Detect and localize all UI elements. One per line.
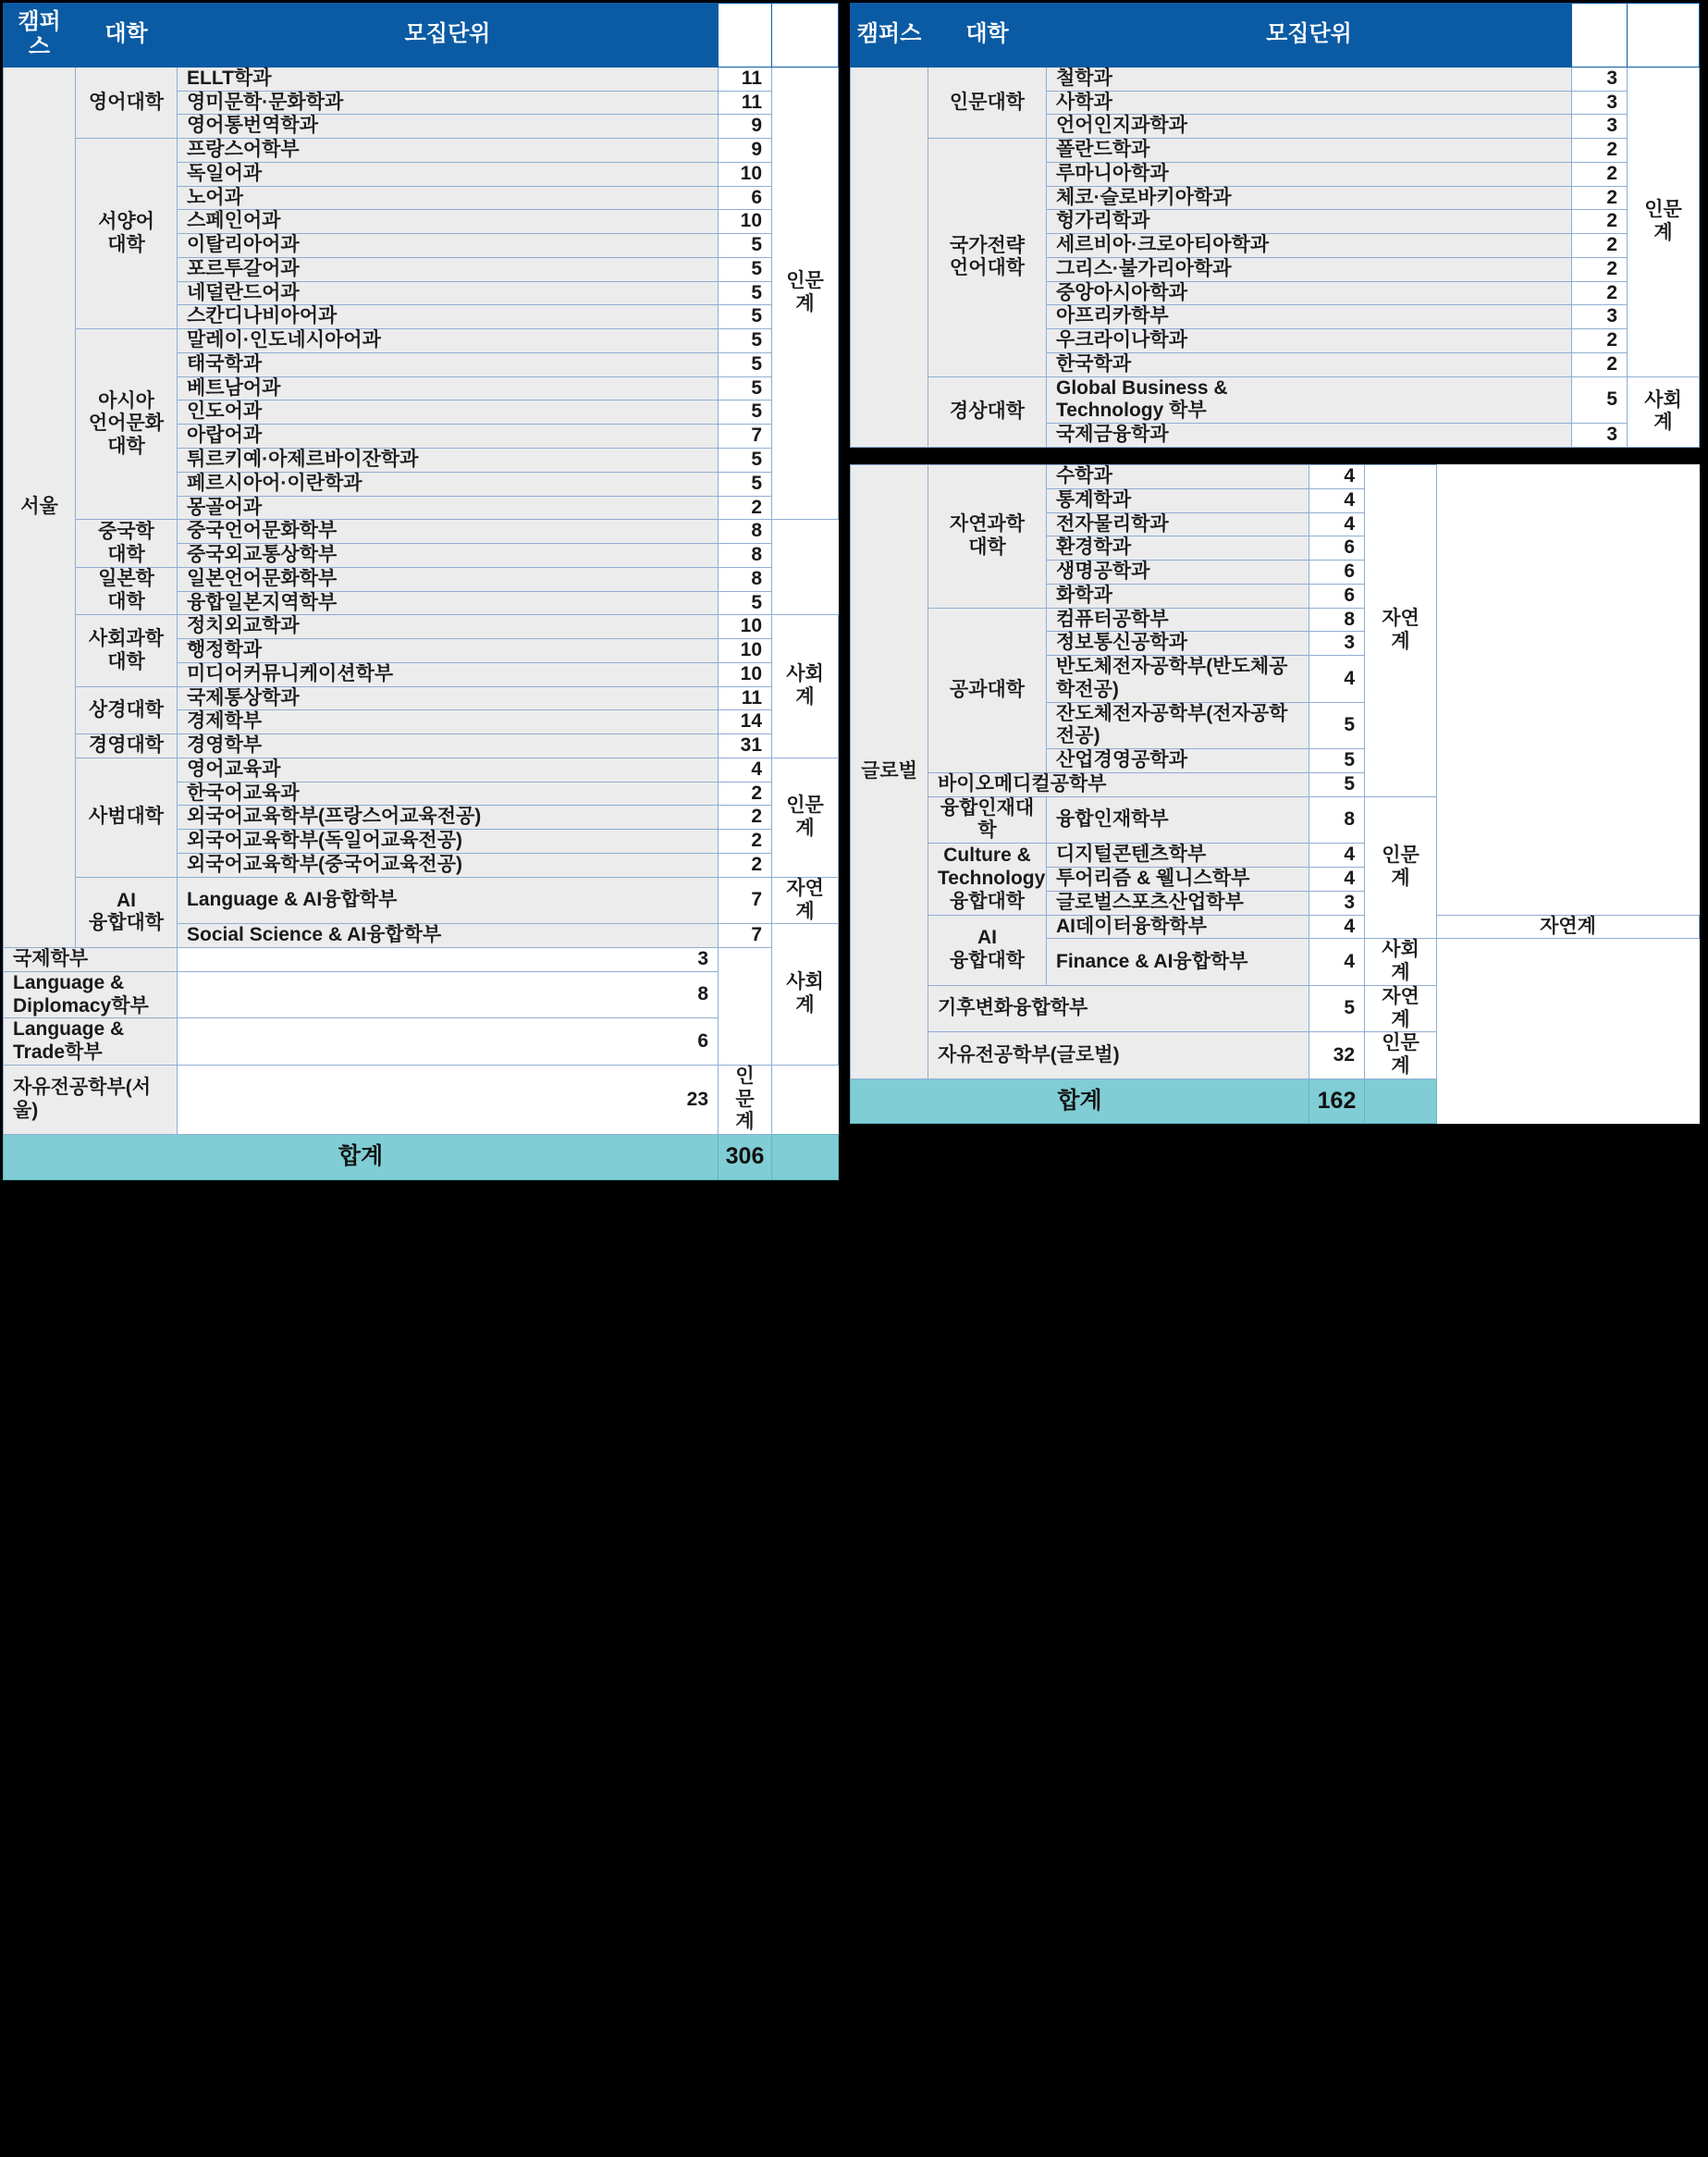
seoul-table-body [4, 67, 839, 1179]
cell-unit: 미디어커뮤니케이션학부 [178, 662, 719, 686]
cell-unit: 컴퓨터공학부 [1047, 608, 1309, 632]
cell-college [76, 520, 178, 568]
cell-unit: 몽골어과 [178, 496, 719, 520]
cell-unit: 포르투갈어과 [178, 257, 719, 281]
cell-unit: 폴란드학과 [1047, 139, 1572, 163]
total-count: 306 [719, 1135, 772, 1180]
college-line2: 대학 [107, 543, 145, 565]
total-label: 합계 [851, 1078, 1309, 1124]
header-count [1572, 4, 1628, 68]
cell-type: 사회계 [772, 615, 839, 758]
cell-unit: 융합일본지역학부 [178, 591, 719, 615]
cell-unit: Social Science & AI융합학부 [178, 924, 719, 948]
table-row[interactable] [851, 796, 1700, 844]
table-row[interactable] [851, 376, 1700, 424]
table-row[interactable] [4, 567, 839, 591]
college-line1: 일본학 [98, 568, 154, 590]
cell-count: 10 [719, 210, 772, 234]
left-bottom-filler [0, 1183, 847, 2157]
cell-count: 11 [719, 91, 772, 115]
cell-unit: 영미문학·문화학과 [178, 91, 719, 115]
seoul-campus-table [3, 3, 839, 1180]
cell-unit: 세르비아·크로아티아학과 [1047, 234, 1572, 258]
cell-unit: 중국외교통상학부 [178, 544, 719, 568]
cell-type: 사회계 [772, 924, 839, 1066]
unit-line1: Global Business & [1056, 376, 1228, 399]
global-campus-table [850, 464, 1700, 1124]
header-count-line1: 모집 [1578, 9, 1621, 34]
college-line1: AI [977, 927, 997, 949]
cell-count: 6 [719, 186, 772, 210]
header-type-line1: 문항 [783, 9, 827, 34]
table-row[interactable] [4, 686, 839, 710]
table-row[interactable] [4, 520, 839, 544]
cell-unit: 바이오메디컬공학부 [928, 772, 1309, 796]
left-column [0, 0, 847, 2157]
cell-type: 인문계 [719, 1065, 772, 1134]
cell-unit: 우크라이나학과 [1047, 329, 1572, 353]
cell-type: 자연계 [1365, 985, 1437, 1032]
cell-college: 융합인재대학 [928, 796, 1047, 844]
cell-college: 공과대학 [928, 608, 1047, 772]
seoul-campus-table-2-wrap [847, 0, 1702, 450]
cell-college [928, 844, 1047, 915]
table-row[interactable] [4, 948, 839, 972]
cell-unit: 영어통번역학과 [178, 115, 719, 139]
cell-unit: 행정학과 [178, 639, 719, 663]
cell-unit: 베트남어과 [178, 376, 719, 401]
college-line1: 사회과학 [88, 627, 165, 649]
cell-unit [1047, 376, 1572, 424]
cell-unit: 프랑스어학부 [178, 139, 719, 163]
header-college: 대학 [928, 4, 1047, 68]
cell-unit: 한국학과 [1047, 352, 1572, 376]
cell-count: 8 [719, 567, 772, 591]
college-line1: 아시아 [98, 389, 154, 412]
header-type-line1: 문항 [1641, 9, 1685, 34]
cell-college: 상경대학 [76, 686, 178, 734]
cell-unit: 네덜란드어과 [178, 281, 719, 305]
cell-unit: 융합인재학부 [1047, 796, 1309, 844]
cell-college: 경영대학 [76, 734, 178, 758]
cell-unit: 정보통신공학과 [1047, 632, 1309, 656]
seoul-table-2-body [851, 67, 1700, 447]
cell-count: 2 [1572, 352, 1628, 376]
cell-unit: 그리스·불가리아학과 [1047, 257, 1572, 281]
total-row [851, 1078, 1700, 1124]
cell-count: 6 [1309, 536, 1365, 561]
table-row[interactable] [4, 877, 839, 924]
header-count [719, 4, 772, 68]
cell-count: 3 [1572, 424, 1628, 448]
cell-type: 사회계 [1628, 376, 1700, 447]
header-count-line2: 인원 [723, 33, 767, 59]
cell-unit: 환경학과 [1047, 536, 1309, 561]
right-column [847, 0, 1708, 2157]
cell-campus-global: 글로벌 [851, 465, 928, 1079]
college-line2: Technology [938, 868, 1046, 890]
cell-count: 7 [719, 877, 772, 924]
total-count: 162 [1309, 1078, 1365, 1124]
table-row[interactable] [851, 844, 1700, 868]
cell-unit: 반도체전자공학부(반도체공학전공) [1047, 656, 1309, 703]
table-separator [847, 450, 1708, 462]
cell-unit: 스페인어과 [178, 210, 719, 234]
cell-count: 8 [719, 544, 772, 568]
table-row[interactable] [4, 67, 839, 91]
cell-count: 4 [719, 758, 772, 782]
cell-count: 5 [719, 257, 772, 281]
cell-count: 5 [1309, 702, 1365, 749]
total-type-blank [772, 1135, 839, 1180]
table-row[interactable] [851, 67, 1700, 91]
header-type [772, 4, 839, 68]
cell-unit: 태국학과 [178, 352, 719, 376]
global-table-body [851, 465, 1700, 1124]
cell-unit: Language & Diplomacy학부 [4, 971, 178, 1018]
college-line1: 자연과학 [949, 513, 1026, 536]
cell-count: 4 [1309, 488, 1365, 512]
cell-unit: 국제금융학과 [1047, 424, 1572, 448]
cell-count: 6 [178, 1018, 719, 1066]
cell-count: 3 [1572, 305, 1628, 329]
table-row[interactable] [851, 608, 1700, 632]
cell-count: 5 [719, 352, 772, 376]
table-row[interactable] [4, 139, 839, 163]
cell-unit: 정치외교학과 [178, 615, 719, 639]
cell-unit: 외국어교육학부(중국어교육전공) [178, 854, 719, 878]
cell-count: 5 [1309, 772, 1365, 796]
table-row[interactable] [851, 1032, 1700, 1079]
college-line2: 언어문화 [88, 413, 165, 435]
cell-count: 4 [1309, 512, 1365, 536]
cell-unit: 노어과 [178, 186, 719, 210]
college-line2: 대학 [107, 233, 145, 255]
cell-count: 10 [719, 662, 772, 686]
cell-count: 8 [1309, 796, 1365, 844]
cell-count: 5 [719, 329, 772, 353]
cell-unit: 루마니아학과 [1047, 162, 1572, 186]
table-header-row [4, 4, 839, 68]
cell-campus-seoul: 서울 [4, 67, 76, 947]
college-line1: AI [117, 889, 136, 911]
cell-unit: Language & Trade학부 [4, 1018, 178, 1066]
college-line2: 융합대학 [88, 912, 165, 934]
cell-count: 10 [719, 615, 772, 639]
cell-unit: 외국어교육학부(프랑스어교육전공) [178, 806, 719, 830]
cell-count: 5 [1309, 749, 1365, 773]
table-row[interactable] [4, 329, 839, 353]
total-row [4, 1135, 839, 1180]
cell-unit: 산업경영공학과 [1047, 749, 1309, 773]
cell-type: 자연계 [772, 877, 839, 924]
cell-type: 인문계 [1365, 796, 1437, 939]
header-count-line1: 모집 [723, 9, 767, 34]
cell-count: 8 [719, 520, 772, 544]
header-campus: 캠퍼스 [4, 4, 76, 68]
cell-type: 인문계 [772, 67, 839, 520]
cell-count: 7 [719, 924, 772, 948]
cell-count: 4 [1309, 656, 1365, 703]
college-line1: 서양어 [98, 210, 154, 232]
header-unit: 모집단위 [1047, 4, 1572, 68]
cell-unit: 인도어과 [178, 401, 719, 425]
cell-unit: 아랍어과 [178, 425, 719, 449]
cell-count: 4 [1309, 868, 1365, 892]
cell-unit: 철학과 [1047, 67, 1572, 91]
cell-count: 3 [178, 948, 719, 972]
college-line3: 대학 [107, 436, 145, 458]
cell-unit: 통계학과 [1047, 488, 1309, 512]
cell-count: 5 [719, 449, 772, 473]
cell-unit: 글로벌스포츠산업학부 [1047, 891, 1309, 915]
cell-unit: 헝가리학과 [1047, 210, 1572, 234]
cell-type: 자연계 [1437, 915, 1700, 939]
header-type-line2: 유형 [783, 33, 827, 59]
college-line2: 대학 [968, 536, 1006, 558]
cell-count: 3 [1572, 115, 1628, 139]
college-line2: 언어대학 [949, 257, 1026, 279]
cell-campus [851, 67, 928, 447]
cell-unit: 언어인지과학과 [1047, 115, 1572, 139]
table-row[interactable] [851, 465, 1700, 489]
cell-count: 2 [1572, 234, 1628, 258]
college-line2: 융합대학 [949, 950, 1026, 972]
cell-unit: Language & AI융합학부 [178, 877, 719, 924]
header-type [1628, 4, 1700, 68]
cell-unit: 페르시아어·이란학과 [178, 472, 719, 496]
seoul-campus-table-wrap [0, 0, 842, 1183]
global-campus-table-wrap [847, 462, 1702, 1127]
table-row[interactable] [4, 971, 839, 1018]
cell-unit: 말레이·인도네시아어과 [178, 329, 719, 353]
cell-count: 8 [178, 971, 719, 1018]
cell-unit: 수학과 [1047, 465, 1309, 489]
cell-unit: AI데이터융학학부 [1047, 915, 1309, 939]
total-type-blank [1365, 1078, 1437, 1124]
cell-unit: 기후변화융합학부 [928, 985, 1309, 1032]
cell-unit: 경제학부 [178, 710, 719, 734]
total-label: 합계 [4, 1135, 719, 1180]
cell-unit: Finance & AI융합학부 [1047, 939, 1309, 986]
cell-count: 3 [1309, 632, 1365, 656]
cell-college [76, 139, 178, 329]
cell-count: 14 [719, 710, 772, 734]
cell-count: 11 [719, 67, 772, 91]
cell-count: 5 [1309, 985, 1365, 1032]
cell-count: 2 [1572, 257, 1628, 281]
cell-college [928, 915, 1047, 985]
cell-college: 인문대학 [928, 67, 1047, 138]
college-line2: 대학 [107, 591, 145, 613]
cell-count: 9 [719, 139, 772, 163]
header-college: 대학 [76, 4, 178, 68]
cell-count: 3 [1572, 67, 1628, 91]
cell-college [76, 567, 178, 615]
cell-count: 2 [1572, 281, 1628, 305]
cell-unit: 자유전공학부(서울) [4, 1065, 178, 1134]
cell-type: 자연계 [1365, 465, 1437, 797]
cell-unit: 일본언어문화학부 [178, 567, 719, 591]
cell-count: 2 [719, 830, 772, 854]
cell-count: 10 [719, 162, 772, 186]
cell-count: 11 [719, 686, 772, 710]
cell-unit: 자유전공학부(글로벌) [928, 1032, 1309, 1079]
cell-count: 2 [719, 496, 772, 520]
college-line2: 대학 [107, 650, 145, 672]
seoul-campus-table-2 [850, 3, 1700, 448]
cell-college: 사범대학 [76, 758, 178, 877]
cell-unit: 국제학부 [4, 948, 178, 972]
cell-count: 31 [719, 734, 772, 758]
cell-college: 영어대학 [76, 67, 178, 138]
cell-count: 5 [719, 281, 772, 305]
cell-unit: 사학과 [1047, 91, 1572, 115]
cell-unit: 경영학부 [178, 734, 719, 758]
table-row[interactable] [851, 985, 1700, 1032]
cell-unit: 한국어교육과 [178, 782, 719, 806]
cell-unit: 아프리카학부 [1047, 305, 1572, 329]
cell-type: 사회계 [1365, 939, 1437, 986]
cell-count: 5 [719, 401, 772, 425]
table-row[interactable] [4, 734, 839, 758]
cell-count: 5 [719, 376, 772, 401]
table-row[interactable] [851, 915, 1700, 939]
cell-count: 7 [719, 425, 772, 449]
cell-count: 5 [719, 472, 772, 496]
cell-type: 인문계 [1628, 67, 1700, 376]
cell-college [76, 877, 178, 947]
cell-count: 5 [1572, 376, 1628, 424]
cell-unit: 독일어과 [178, 162, 719, 186]
cell-count: 5 [719, 591, 772, 615]
cell-unit: 국제통상학과 [178, 686, 719, 710]
cell-unit: 중앙아시아학과 [1047, 281, 1572, 305]
cell-count: 3 [1309, 891, 1365, 915]
cell-type: 인문계 [1365, 1032, 1437, 1079]
cell-unit: 잔도체전자공학부(전자공학전공) [1047, 702, 1309, 749]
college-line1: 중국학 [98, 520, 154, 542]
cell-college: 경상대학 [928, 376, 1047, 447]
cell-count: 2 [719, 782, 772, 806]
header-campus: 캠퍼스 [851, 4, 928, 68]
cell-count: 3 [1572, 91, 1628, 115]
cell-unit: 투어리즘 & 웰니스학부 [1047, 868, 1309, 892]
table-row[interactable] [4, 1065, 839, 1134]
cell-unit: 전자물리학과 [1047, 512, 1309, 536]
cell-count: 5 [719, 305, 772, 329]
table-row[interactable] [851, 772, 1700, 796]
cell-count: 8 [1309, 608, 1365, 632]
cell-unit: 스칸디나비아어과 [178, 305, 719, 329]
cell-count: 2 [719, 806, 772, 830]
cell-unit: ELLT학과 [178, 67, 719, 91]
cell-unit: 영어교육과 [178, 758, 719, 782]
college-line1: 국가전략 [949, 234, 1026, 256]
cell-count: 2 [1572, 210, 1628, 234]
table-row[interactable] [4, 758, 839, 782]
cell-count: 4 [1309, 465, 1365, 489]
cell-count: 5 [719, 234, 772, 258]
table-row[interactable] [4, 615, 839, 639]
header-type-line2: 유형 [1641, 33, 1685, 59]
cell-unit: 화학과 [1047, 584, 1309, 608]
college-line1: Culture & [943, 844, 1031, 867]
cell-count: 4 [1309, 915, 1365, 939]
cell-unit: 체코·슬로바키아학과 [1047, 186, 1572, 210]
cell-count: 2 [1572, 186, 1628, 210]
cell-count: 6 [1309, 561, 1365, 585]
table-row[interactable] [851, 139, 1700, 163]
cell-college [928, 139, 1047, 377]
table-header-row [851, 4, 1700, 68]
table-row[interactable] [4, 1018, 839, 1066]
cell-unit: 외국어교육학부(독일어교육전공) [178, 830, 719, 854]
unit-line2: Technology 학부 [1056, 400, 1207, 422]
header-unit: 모집단위 [178, 4, 719, 68]
cell-unit: 디지털콘텐츠학부 [1047, 844, 1309, 868]
cell-unit: 이탈리아어과 [178, 234, 719, 258]
cell-count: 2 [1572, 139, 1628, 163]
cell-count: 4 [1309, 844, 1365, 868]
header-count-line2: 인원 [1578, 33, 1621, 59]
cell-count: 2 [1572, 162, 1628, 186]
cell-count: 9 [719, 115, 772, 139]
cell-unit: 중국언어문화학부 [178, 520, 719, 544]
cell-type: 인문계 [772, 758, 839, 877]
cell-count: 2 [719, 854, 772, 878]
cell-count: 32 [1309, 1032, 1365, 1079]
cell-count: 10 [719, 639, 772, 663]
cell-college [76, 615, 178, 686]
college-line3: 융합대학 [949, 890, 1026, 912]
cell-college [76, 329, 178, 520]
cell-college [928, 465, 1047, 609]
cell-count: 6 [1309, 584, 1365, 608]
cell-count: 23 [178, 1065, 719, 1134]
cell-count: 2 [1572, 329, 1628, 353]
cell-unit: 튀르키예·아제르바이잔학과 [178, 449, 719, 473]
cell-count: 4 [1309, 939, 1365, 986]
cell-unit: 생명공학과 [1047, 561, 1309, 585]
